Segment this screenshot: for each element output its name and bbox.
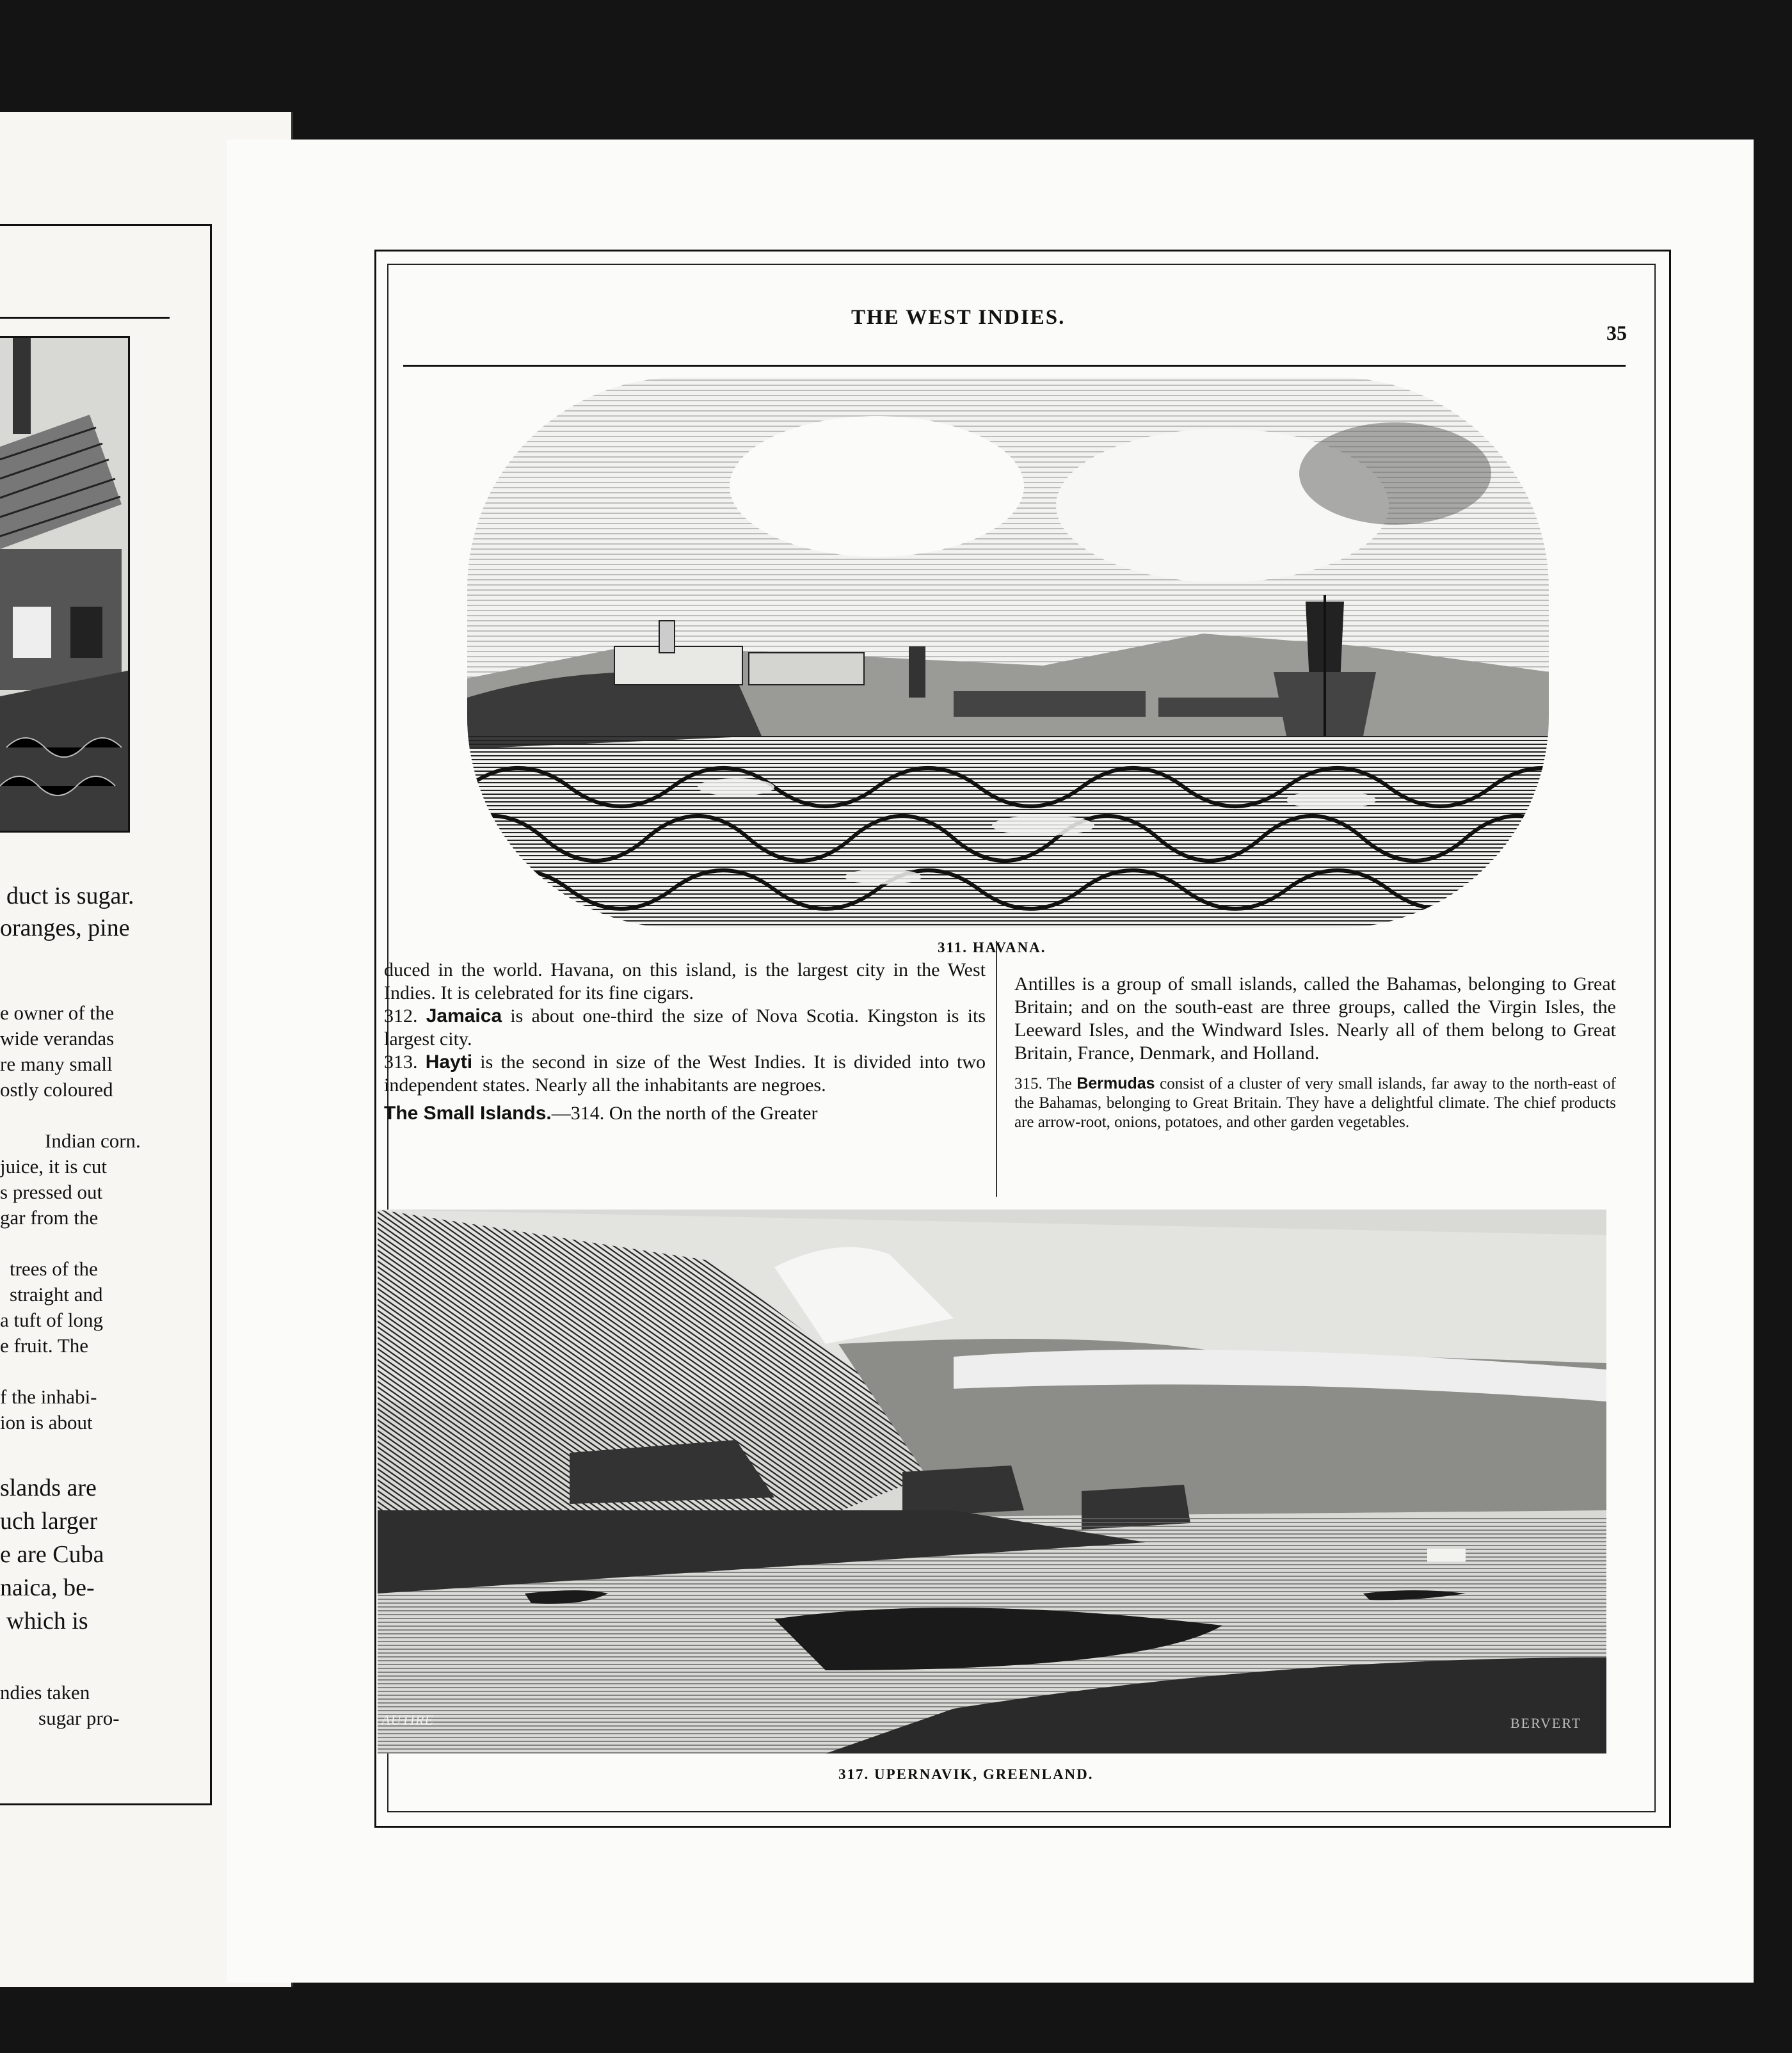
engraver-signature-left: AUTIRE xyxy=(381,1712,434,1728)
left-line: gar from the xyxy=(0,1206,99,1229)
left-line: re many small xyxy=(0,1053,113,1075)
left-line: uch larger xyxy=(0,1508,98,1535)
paragraph-jamaica-text: is about one-third the size of Nova Scotia. Kingston is its largest city. xyxy=(384,1005,986,1050)
term-jamaica: Jamaica xyxy=(426,1005,502,1026)
left-line: juice, it is cut xyxy=(0,1155,108,1178)
paragraph-bermudas-text: consist of a cluster of very small islands, far away to the north-east of the Bahamas, belonging to Great Britain. They have a delightful climate. The chief products are arrow-root, onions, potatoes, and other garden vegetables. xyxy=(1014,1075,1616,1131)
paragraph-hayti xyxy=(384,1051,986,1097)
left-line: e fruit. The xyxy=(0,1334,89,1357)
para-number: 315. The xyxy=(1014,1075,1077,1092)
left-line: straight and xyxy=(10,1283,103,1306)
para-number: 313. xyxy=(384,1051,418,1073)
running-head: THE WEST INDIES. xyxy=(851,306,1066,329)
paragraph-jamaica xyxy=(384,1005,986,1051)
running-head-rule xyxy=(403,365,1626,367)
left-line: slands are xyxy=(0,1474,97,1501)
paragraph-small-islands-text: —314. On the north of the Greater xyxy=(551,1103,818,1124)
havana-engraving xyxy=(467,378,1549,928)
paragraph-small-islands xyxy=(384,1102,986,1125)
left-line: which is xyxy=(6,1608,88,1634)
paragraph-bermudas xyxy=(1014,1074,1616,1132)
left-line: e are Cuba xyxy=(0,1541,104,1568)
paragraph-antilles: Antilles is a group of small islands, called the Bahamas, belonging to Great Britain; and on the south-east are three groups, called the Virgin Isles, the Leeward Isles, and the Windward Isles. Nearly all of them belong to Great Britain, France, Denmark, and Holland. xyxy=(1014,973,1616,1064)
left-line: sugar pro- xyxy=(38,1707,120,1729)
left-line: ostly coloured xyxy=(0,1078,113,1101)
term-bermudas: Bermudas xyxy=(1076,1074,1155,1092)
left-line: ndies taken xyxy=(0,1681,90,1704)
left-line: f the inhabi- xyxy=(0,1386,97,1408)
engraver-signature-right: BERVERT xyxy=(1510,1715,1582,1731)
text-column-right xyxy=(1014,973,1616,1132)
havana-caption: 311. HAVANA. xyxy=(938,939,1046,955)
left-line: naica, be- xyxy=(0,1574,95,1601)
left-line: e owner of the xyxy=(0,1002,115,1024)
page-number: 35 xyxy=(1606,321,1627,344)
upernavik-caption: 317. UPERNAVIK, GREENLAND. xyxy=(838,1766,1094,1782)
left-line: ion is about xyxy=(0,1411,93,1434)
left-line: duct is sugar. xyxy=(6,883,134,909)
left-line: oranges, pine xyxy=(0,915,130,941)
paragraph-hayti-text: is the second in size of the West Indies. It is divided into two independent states. Nearly all the inhabitants are negroes. xyxy=(384,1051,986,1096)
paragraph-cuba-cigars: duced in the world. Havana, on this island, is the largest city in the West Indies. It is celebrated for its fine cigars. xyxy=(384,959,986,1003)
upernavik-engraving xyxy=(378,1210,1606,1753)
left-line: wide verandas xyxy=(0,1027,115,1050)
left-line: Indian corn. xyxy=(45,1130,141,1152)
left-page-rule xyxy=(0,317,170,319)
left-line: trees of the xyxy=(10,1258,98,1280)
term-hayti: Hayti xyxy=(425,1051,473,1073)
left-line: a tuft of long xyxy=(0,1309,103,1331)
para-number: 312. xyxy=(384,1005,418,1026)
text-column-left xyxy=(384,959,986,1125)
left-line: s pressed out xyxy=(0,1181,103,1203)
left-page-engraving xyxy=(0,336,130,833)
column-divider xyxy=(996,941,997,1197)
section-heading-small-islands: The Small Islands. xyxy=(384,1103,552,1124)
